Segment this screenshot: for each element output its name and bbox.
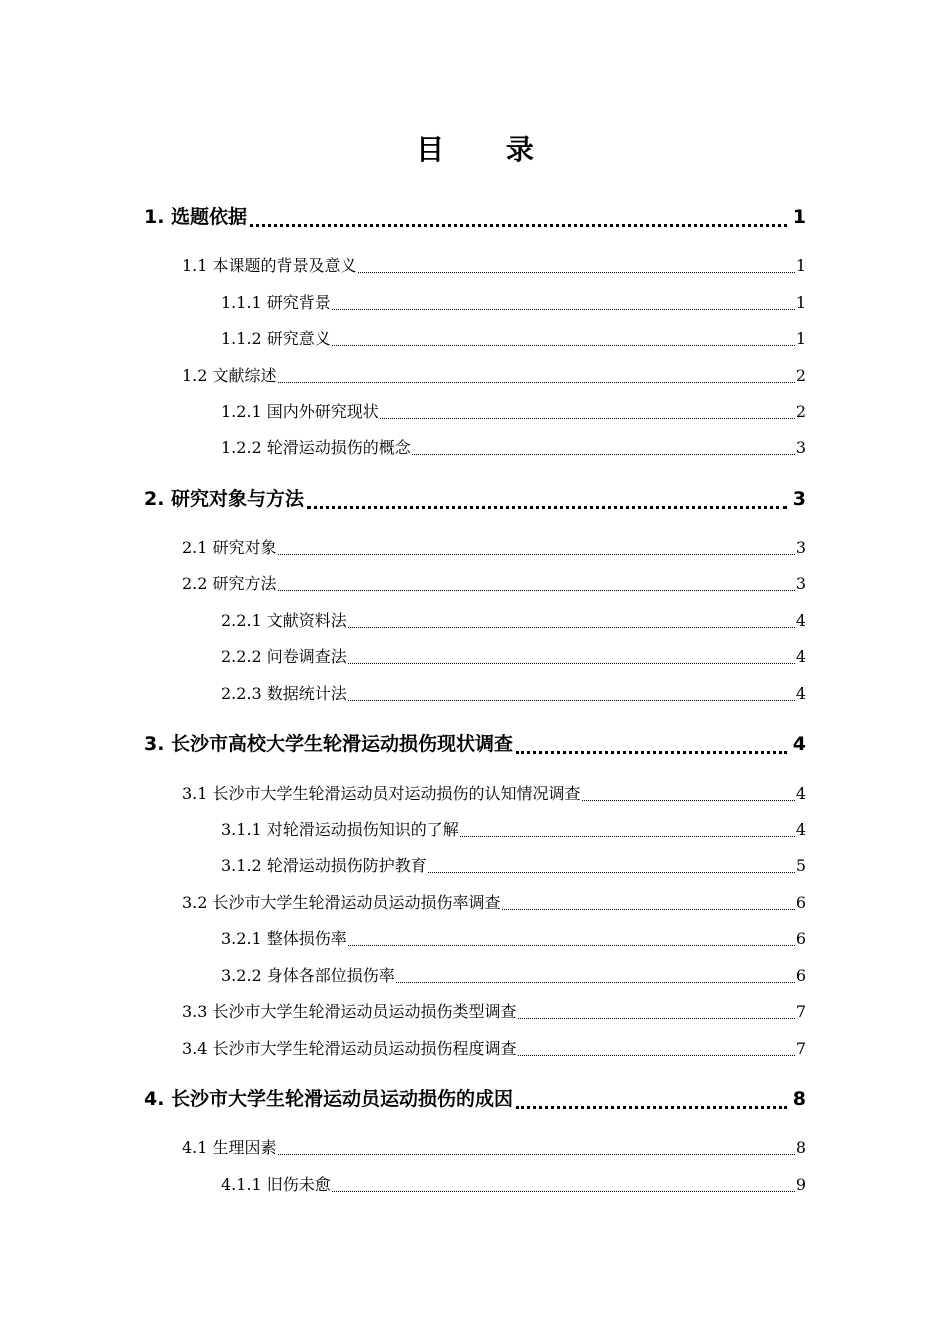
dot-leader: [380, 418, 795, 419]
toc-entry-label: 3.2.2 身体各部位损伤率: [221, 966, 395, 985]
toc-entry-label: 4.1.1 旧伤未愈: [221, 1175, 331, 1194]
toc-entry-2-2[interactable]: [182, 572, 806, 596]
toc-entry-label: 3. 长沙市高校大学生轮滑运动损伤现状调查: [144, 733, 514, 755]
toc-entry-1-2-1[interactable]: [221, 400, 806, 424]
dot-leader: [332, 1191, 795, 1192]
toc-entry-page: 7: [795, 1039, 806, 1058]
toc-entry-label: 1.1.1 研究背景: [221, 293, 331, 312]
toc-entry-1-2-2[interactable]: [221, 436, 806, 460]
dot-leader: [332, 345, 795, 346]
toc-entry-page: 8: [795, 1138, 806, 1157]
toc-entry-page: 4: [795, 647, 806, 666]
toc-entry-label: 2.1 研究对象: [182, 538, 277, 557]
toc-entry-page: 3: [792, 488, 806, 510]
toc-entry-2-2-1[interactable]: [221, 609, 806, 633]
toc-entry-label: 1.2.2 轮滑运动损伤的概念: [221, 438, 411, 457]
toc-entry-page: 6: [795, 929, 806, 948]
toc-entry-page: 3: [795, 538, 806, 557]
toc-entry-page: 9: [795, 1175, 806, 1194]
dot-leader: [307, 506, 787, 509]
toc-entry-label: 2.2.3 数据统计法: [221, 684, 347, 703]
dot-leader: [348, 945, 795, 946]
dot-leader: [518, 1055, 795, 1056]
toc-entry-label: 3.2.1 整体损伤率: [221, 929, 347, 948]
toc-entry-page: 1: [792, 206, 806, 228]
dot-leader: [278, 590, 795, 591]
dot-leader: [460, 836, 795, 837]
dot-leader: [348, 663, 795, 664]
dot-leader: [278, 1154, 795, 1155]
toc-entry-3-1[interactable]: [182, 782, 806, 806]
toc-entry-label: 3.4 长沙市大学生轮滑运动员运动损伤程度调查: [182, 1039, 517, 1058]
toc-entry-1-1[interactable]: [182, 254, 806, 278]
toc-entry-label: 2.2.1 文献资料法: [221, 611, 347, 630]
toc-entry-page: 1: [795, 329, 806, 348]
toc-entry-3-2-1[interactable]: [221, 927, 806, 951]
toc-entry-page: 2: [795, 366, 806, 385]
toc-entry-label: 3.3 长沙市大学生轮滑运动员运动损伤类型调查: [182, 1002, 517, 1021]
toc-entry-label: 3.1.2 轮滑运动损伤防护教育: [221, 856, 427, 875]
dot-leader: [348, 627, 795, 628]
dot-leader: [516, 751, 787, 754]
toc-entry-label: 2. 研究对象与方法: [144, 488, 305, 510]
toc-entry-2-1[interactable]: [182, 536, 806, 560]
dot-leader: [348, 700, 795, 701]
toc-entry-label: 1.2 文献综述: [182, 366, 277, 385]
dot-leader: [250, 224, 787, 227]
toc-entry-3[interactable]: [144, 730, 806, 758]
toc-entry-3-2[interactable]: [182, 891, 806, 915]
toc-entry-page: 4: [795, 611, 806, 630]
toc-entry-page: 4: [795, 784, 806, 803]
toc-entry-2-2-2[interactable]: [221, 645, 806, 669]
toc-entry-1-1-2[interactable]: [221, 327, 806, 351]
toc-entry-page: 1: [795, 256, 806, 275]
toc-entry-page: 8: [792, 1088, 806, 1110]
toc-entry-label: 4.1 生理因素: [182, 1138, 277, 1157]
dot-leader: [428, 872, 795, 873]
toc-entry-3-2-2[interactable]: [221, 964, 806, 988]
dot-leader: [396, 982, 795, 983]
dot-leader: [278, 554, 795, 555]
toc-entry-page: 6: [795, 966, 806, 985]
toc-entry-label: 2.2 研究方法: [182, 574, 277, 593]
toc-entry-4-1[interactable]: [182, 1136, 806, 1160]
toc-entry-2[interactable]: [144, 485, 806, 513]
toc-entry-page: 2: [795, 402, 806, 421]
toc-entry-3-3[interactable]: [182, 1000, 806, 1024]
toc-entry-3-4[interactable]: [182, 1037, 806, 1061]
toc-entry-4-1-1[interactable]: [221, 1173, 806, 1197]
toc-entry-page: 1: [795, 293, 806, 312]
toc-entry-1-1-1[interactable]: [221, 291, 806, 315]
toc-entry-page: 5: [795, 856, 806, 875]
toc-entry-page: 4: [792, 733, 806, 755]
toc-entry-label: 3.2 长沙市大学生轮滑运动员运动损伤率调查: [182, 893, 501, 912]
toc-entry-label: 3.1.1 对轮滑运动损伤知识的了解: [221, 820, 459, 839]
toc-entry-label: 2.2.2 问卷调查法: [221, 647, 347, 666]
toc-entry-page: 7: [795, 1002, 806, 1021]
toc-entry-1-2[interactable]: [182, 364, 806, 388]
dot-leader: [582, 800, 795, 801]
dot-leader: [518, 1018, 795, 1019]
toc-title: 目 录: [416, 133, 560, 166]
toc-entry-label: 3.1 长沙市大学生轮滑运动员对运动损伤的认知情况调查: [182, 784, 581, 803]
dot-leader: [278, 382, 795, 383]
dot-leader: [502, 909, 795, 910]
toc-entry-2-2-3[interactable]: [221, 682, 806, 706]
toc-entry-1[interactable]: [144, 203, 806, 231]
dot-leader: [412, 454, 795, 455]
toc-entry-4[interactable]: [144, 1085, 806, 1113]
toc-entry-label: 1. 选题依据: [144, 206, 248, 228]
toc-entry-3-1-2[interactable]: [221, 854, 806, 878]
dot-leader: [516, 1106, 787, 1109]
toc-entry-label: 1.2.1 国内外研究现状: [221, 402, 379, 421]
toc-entry-label: 1.1.2 研究意义: [221, 329, 331, 348]
toc-entry-label: 1.1 本课题的背景及意义: [182, 256, 357, 275]
toc-entry-page: 6: [795, 893, 806, 912]
toc-entry-page: 4: [795, 820, 806, 839]
toc-entry-page: 3: [795, 438, 806, 457]
toc-entry-page: 3: [795, 574, 806, 593]
dot-leader: [332, 309, 795, 310]
toc-entry-label: 4. 长沙市大学生轮滑运动员运动损伤的成因: [144, 1088, 514, 1110]
toc-entry-page: 4: [795, 684, 806, 703]
dot-leader: [358, 272, 795, 273]
toc-entry-3-1-1[interactable]: [221, 818, 806, 842]
